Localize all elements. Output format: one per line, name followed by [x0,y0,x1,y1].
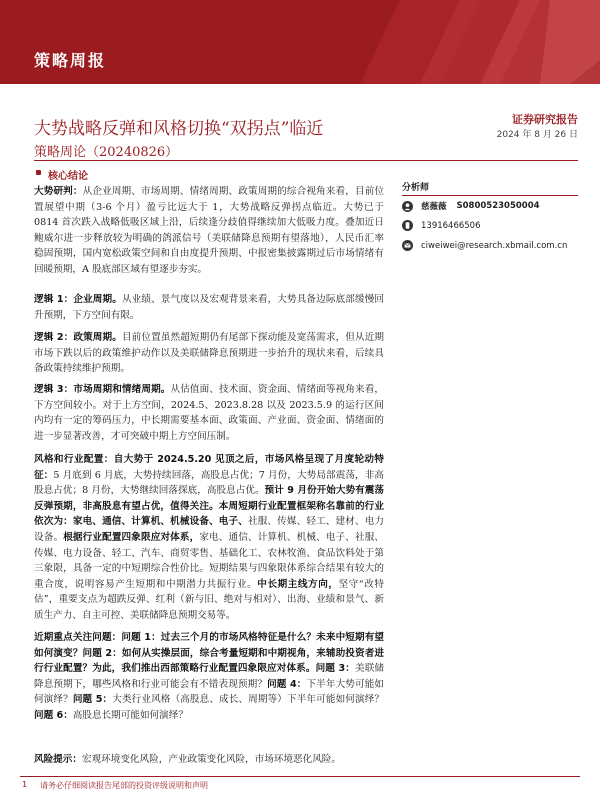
report-type: 证券研究报告 [512,113,578,126]
paragraph-label: 风格和行业配置：自大势于 2024.5.20 见顶之后，市场风格呈现了月度轮动特征： [34,454,384,481]
analyst-name-row [402,200,540,212]
report-subtitle: 策略周论（20240826） [34,145,179,160]
analyst-phone: 13916466506 [421,220,481,231]
phone-icon [402,220,413,231]
analyst-email[interactable]: ciweiwei@research.xbmail.com.cn [421,240,568,251]
paragraph-text: 从业绩、景气度以及宏观背景来看，大势具备边际底部缓慢回升预期，下方空间有限。 [34,294,385,321]
paragraph-allocation: 风格和行业配置：自大势于 2024.5.20 见顶之后，市场风格呈现了月度轮动特征：5 月底到 6 月底，大势持续回落，高股息占优；7 月份，大势局部震荡，非高股息占优；8 月份，大势继续回落探底，高股息占优。预计 9 月份开始大势有震荡反弹预期，非高股息有望占优，值得关注。本周短期行业配置框架称名靠前的行业依次为：家电、通信、计算机、机械设备、电子、社服、传媒、轻工、建材、电力设备。根据行业配置四象限应对体系，家电、通信、计算机、机械、电子、社服、传媒、电力设备、轻工、汽车、商贸零售、基础化工、农林牧渔、食品饮料处于第三象限，具备一定的中短期综合性价比。短期结果与四象限体系综合结果有较大的重合度，说明容易产生短期和中期潜力共振行业。中长期主线方向，坚守“改特估”，重要支点为超跌反弹、红利（新与旧、绝对与相对）、出海、业绩和景气、新质生产力、自主可控、美联储降息预期交易等。 [34,454,385,621]
analyst-divider [402,195,578,196]
analyst-license: S0800523050004 [456,201,540,211]
paragraph-logic-3 [34,382,384,444]
header-banner [0,0,600,84]
analyst-name: 慈薇薇 [421,202,447,212]
paragraph-risk: 风险提示：宏观环境变化风险，产业政策变化风险，市场环境恶化风险。 [34,754,341,765]
paragraph-label: 逻辑 3：市场周期和情绪周期。 [34,384,171,395]
banner-title: 策略周报 [34,51,107,70]
paragraph-issues: 近期重点关注问题：问题 1：过去三个月的市场风格特征是什么？未来中短期有望如何演变？问题 2：如何从实操层面，综合考量短期和中期视角，来辅助投资者进行行业配置？为此，我们推出西部策略行业配置四象限应对体系。问题 3：美联储降息预期下，哪些风格和行业可能会有不错表现预期？问题 4：下半年大势可能如何演绎？问题 5：大类行业风格（高股息、成长、周期等）下半年可能如何演绎？问题 6：高股息长期可能如何演绎？ [34,632,385,721]
report-date: 2024 年 8 月 26 日 [496,130,578,140]
paragraph-text: 目前位置虽然超短期仍有尾部下探动能及宽荡需求，但从近期市场下跌以后的政策维护动作以及美联储降息预期进一步抬升的现状来看，后续具备政策持续维护预期。 [34,332,385,375]
analyst-phone-row [402,220,481,231]
page-number: 1 [22,780,28,789]
footer-disclaimer: 请务必仔细阅读报告尾部的投资评级说明和声明 [40,781,208,790]
paragraph-label: 逻辑 1：企业周期。 [34,294,122,305]
analyst-heading: 分析师 [402,183,430,193]
core-heading: 核心结论 [48,171,88,182]
paragraph-logic-2 [34,330,384,377]
report-title: 大势战略反弹和风格切换“双拐点”临近 [34,119,324,139]
paragraph-text: 从估值面、技术面、资金面、情绪面等视角来看，下方空间较小。对于上方空间，2024.5、2023.8.28 以及 2023.5.9 的运行区间内均有一定的筹码压力，中长期需要基本面、政策面、产业面、资金面、情绪面的进一步显著改善，才可突破中期上方空间压制。 [34,384,385,442]
email-icon [402,240,413,251]
bullet-icon [36,170,41,175]
paragraph-text: 从企业周期、市场周期、情绪周期、政策周期的综合视角来看，目前位置展望中期（3-6 个月）盈亏比远大于 1，大势战略反弹拐点临近。大势已于 0814 首次跌入战略低吸区域上沿，后续逢分歧值得继续加大低吸力度。叠加近日鲍威尔进一步释放较为明确的鸽派信号（美联储降息预期有望落地），人民币汇率稳固预期，国内宽松政策空间和自由度提升预期、中报密集披露期过后市场情绪有回暖预期，A 股底部区域有望逐步夯实。 [34,186,385,275]
paragraph-label: 逻辑 2：政策周期。 [34,332,122,343]
analyst-email-row [402,240,567,251]
footer-divider [20,776,580,777]
paragraph-logic-1 [34,292,384,323]
paragraph-label: 风险提示： [34,754,82,765]
paragraph-label: 近期重点关注问题：问题 1：过去三个月的市场风格特征是什么？未来中短期有望如何演变？问题 2：如何从实操层面，综合考量短期和中期视角，来辅助投资者进行行业配置？为此，我们推出西部策略行业配置四象限应对体系。 [34,632,384,675]
person-icon [402,201,413,212]
paragraph-label: 大势研判： [34,186,83,197]
title-divider [34,160,578,161]
banner-decoration [340,0,600,84]
paragraph-outlook [34,184,384,278]
